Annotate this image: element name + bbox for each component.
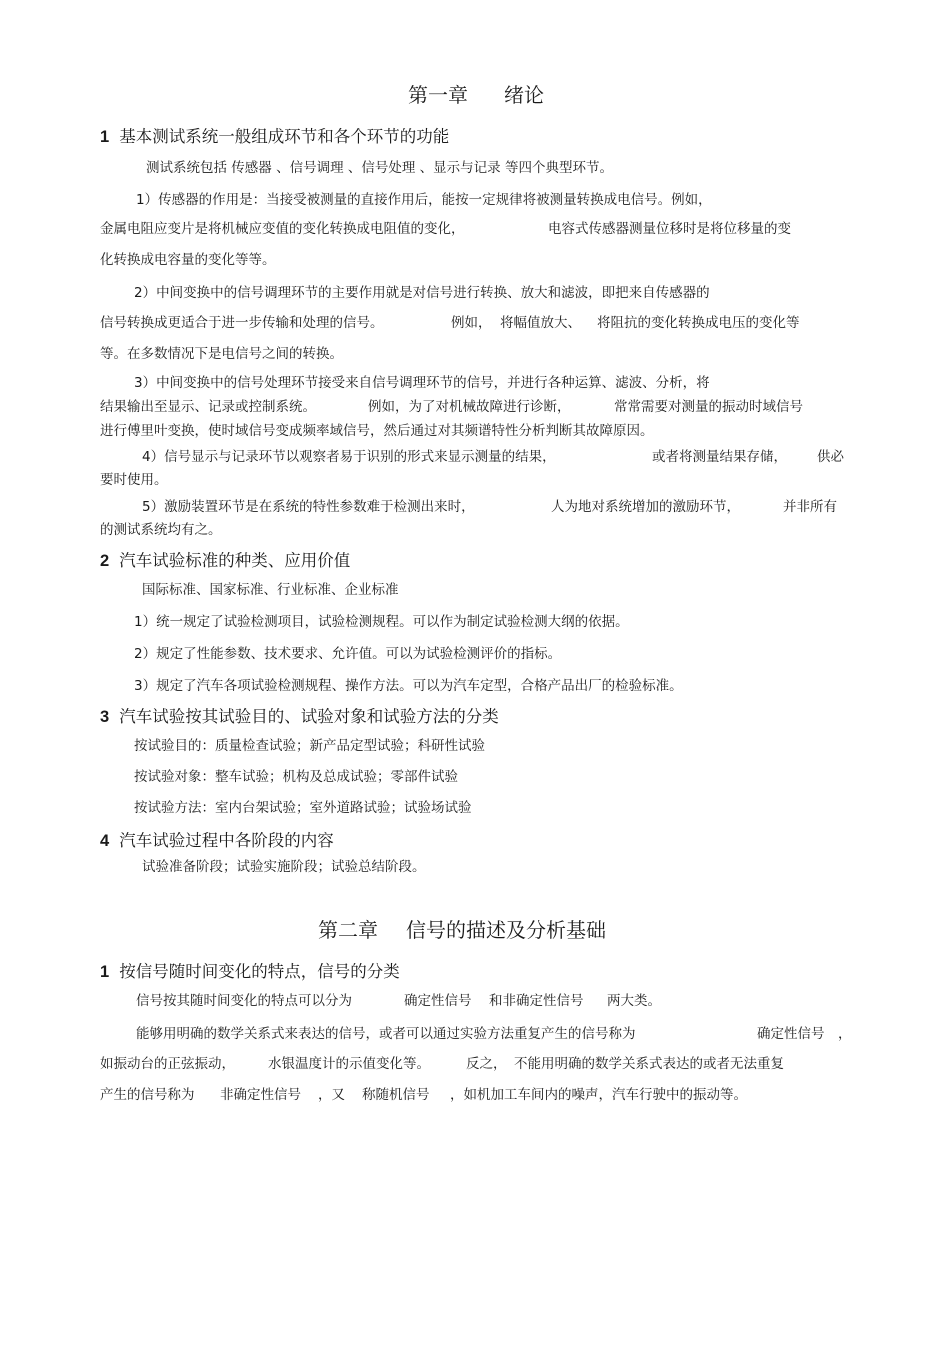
paragraph-line: 反之， (466, 1056, 507, 1072)
paragraph-line: 例如， (451, 315, 492, 331)
paragraph-line: 非确定性信号 (220, 1087, 301, 1103)
paragraph-line: 人为地对系统增加的激励环节， (551, 499, 740, 515)
section-number: 4 (100, 832, 110, 850)
section-title: 汽车试验标准的种类、应用价值 (119, 551, 351, 570)
paragraph-line: 1）传感器的作用是：当接受被测量的直接作用后，能按一定规律将被测量转换成电信号。例如， (136, 192, 712, 208)
paragraph-line: 2）中间变换中的信号调理环节的主要作用就是对信号进行转换、放大和滤波，即把来自传感器的 (134, 285, 710, 301)
chapter-1-name: 绪论 (504, 83, 544, 107)
paragraph-line: 并非所有 (783, 499, 837, 515)
paragraph-line: 确定性信号 (404, 993, 472, 1009)
paragraph-line: 能够用明确的数学关系式来表达的信号，或者可以通过实验方法重复产生的信号称为 (136, 1026, 636, 1042)
paragraph-line: ， (838, 1026, 852, 1042)
chapter-2-number: 第二章 (318, 918, 378, 942)
paragraph-line: 进行傅里叶变换，使时域信号变成频率域信号，然后通过对其频谱特性分析判断其故障原因。 (100, 423, 654, 439)
section-2-1-heading (100, 960, 400, 984)
chapter-2-name: 信号的描述及分析基础 (406, 918, 606, 942)
paragraph-line: 不能用明确的数学关系式表达的或者无法重复 (514, 1056, 784, 1072)
paragraph-line: 和非确定性信号 (489, 993, 584, 1009)
paragraph-line: 测试系统包括 传感器 、信号调理 、信号处理 、显示与记录 等四个典型环节。 (146, 160, 613, 176)
chapter-1-number: 第一章 (408, 83, 468, 107)
paragraph-line: 结果输出至显示、记录或控制系统。 (100, 399, 316, 415)
paragraph-line: 如振动台的正弦振动， (100, 1056, 235, 1072)
section-number: 3 (100, 708, 110, 726)
list-item: 按试验方法：室内台架试验；室外道路试验；试验场试验 (134, 800, 472, 816)
paragraph-line: ，如机加工车间内的噪声，汽车行驶中的振动等。 (450, 1087, 747, 1103)
section-1-1-heading (100, 125, 449, 149)
paragraph-line: 3）中间变换中的信号处理环节接受来自信号调理环节的信号，并进行各种运算、滤波、分析，将 (134, 375, 710, 391)
paragraph-line: 要时使用。 (100, 472, 168, 488)
paragraph-line: 将幅值放大、 (500, 315, 581, 331)
paragraph-line: 将阻抗的变化转换成电压的变化等 (597, 315, 800, 331)
paragraph-line: 信号转换成更适合于进一步传输和处理的信号。 (100, 315, 384, 331)
paragraph-line: 电容式传感器测量位移时是将位移量的变 (548, 221, 791, 237)
paragraph-line: ，又 (318, 1087, 345, 1103)
paragraph-line: 产生的信号称为 (100, 1087, 195, 1103)
section-title: 按信号随时间变化的特点，信号的分类 (119, 962, 400, 981)
section-title: 汽车试验过程中各阶段的内容 (119, 831, 334, 850)
paragraph-line: 称随机信号 (362, 1087, 430, 1103)
section-1-3-heading (100, 705, 499, 729)
paragraph-line: 国际标准、国家标准、行业标准、企业标准 (142, 582, 399, 598)
section-title: 基本测试系统一般组成环节和各个环节的功能 (119, 127, 450, 146)
paragraph-line: 试验准备阶段；试验实施阶段；试验总结阶段。 (142, 859, 426, 875)
list-item: 3）规定了汽车各项试验检测规程、操作方法。可以为汽车定型，合格产品出厂的检验标准。 (134, 678, 683, 694)
section-title: 汽车试验按其试验目的、试验对象和试验方法的分类 (119, 707, 499, 726)
section-1-2-heading (100, 549, 350, 573)
paragraph-line: 例如，为了对机械故障进行诊断， (368, 399, 571, 415)
paragraph-line: 金属电阻应变片是将机械应变值的变化转换成电阻值的变化， (100, 221, 465, 237)
paragraph-line: 5）激励装置环节是在系统的特性参数难于检测出来时， (142, 499, 475, 515)
paragraph-line: 常常需要对测量的振动时域信号 (614, 399, 803, 415)
paragraph-line: 或者将测量结果存储， (652, 449, 787, 465)
section-1-4-heading (100, 829, 334, 853)
paragraph-line: 化转换成电容量的变化等等。 (100, 252, 276, 268)
paragraph-line: 等。在多数情况下是电信号之间的转换。 (100, 346, 343, 362)
section-number: 2 (100, 552, 110, 570)
paragraph-line: 水银温度计的示值变化等。 (268, 1056, 430, 1072)
list-item: 按试验目的：质量检查试验；新产品定型试验；科研性试验 (134, 738, 485, 754)
paragraph-line: 4）信号显示与记录环节以观察者易于识别的形式来显示测量的结果， (142, 449, 556, 465)
paragraph-line: 的测试系统均有之。 (100, 522, 222, 538)
paragraph-line: 信号按其随时间变化的特点可以分为 (136, 993, 352, 1009)
list-item: 按试验对象：整车试验；机构及总成试验；零部件试验 (134, 769, 458, 785)
paragraph-line: 供必 (817, 449, 844, 465)
paragraph-line: 两大类。 (607, 993, 661, 1009)
list-item: 2）规定了性能参数、技术要求、允许值。可以为试验检测评价的指标。 (134, 646, 562, 662)
section-number: 1 (100, 128, 110, 146)
chapter-1-title (408, 81, 544, 109)
chapter-2-title (318, 916, 606, 944)
paragraph-line: 确定性信号 (757, 1026, 825, 1042)
list-item: 1）统一规定了试验检测项目，试验检测规程。可以作为制定试验检测大纲的依据。 (134, 614, 629, 630)
section-number: 1 (100, 963, 110, 981)
